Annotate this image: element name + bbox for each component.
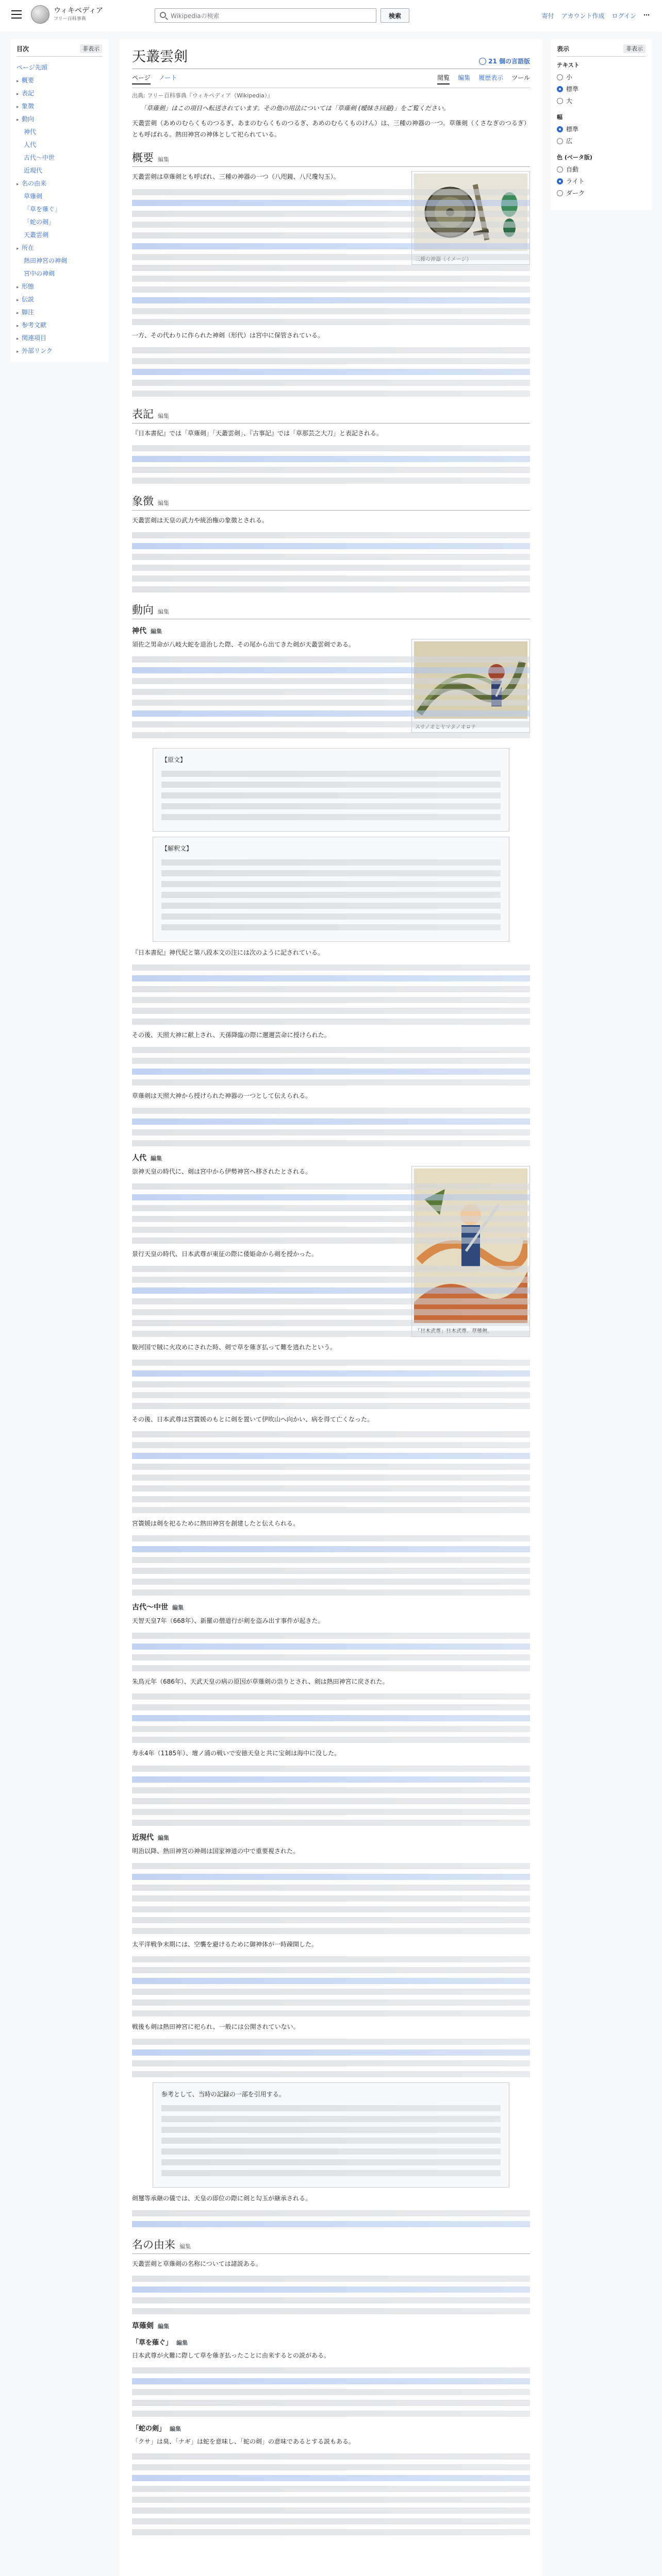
paragraph: 太平洋戦争末期には、空襲を避けるために御神体が一時疎開した。 (132, 1940, 318, 1948)
language-button[interactable] (479, 57, 530, 65)
title-row (132, 39, 530, 69)
chevron-icon[interactable]: ▸ (16, 285, 19, 290)
toc-item[interactable] (16, 112, 102, 125)
chevron-icon[interactable]: ▸ (16, 336, 19, 342)
search-icon (160, 12, 166, 18)
paragraph: 景行天皇の時代、日本武尊が東征の際に倭姫命から剣を授かった。 (132, 1250, 318, 1258)
chevron-icon[interactable]: ▸ (16, 105, 19, 110)
toc-item-label: 表記 (22, 90, 35, 97)
search-placeholder: Wikipediaの検索 (171, 12, 220, 20)
chevron-icon[interactable]: ▸ (16, 311, 19, 316)
paragraph: 一方、その代わりに作られた神剣（形代）は宮中に保管されている。 (132, 331, 324, 339)
text-size-option-label: 大 (566, 97, 573, 105)
appearance-header (557, 44, 646, 57)
section-heading-yurai: 名の由来 編集 (132, 2236, 530, 2254)
radio-icon[interactable] (557, 86, 563, 92)
toc-item-label: 象徴 (22, 103, 35, 110)
create-account-link[interactable]: アカウント作成 (561, 12, 605, 20)
toc-item-label: 動向 (22, 115, 35, 123)
edit-link[interactable]: 編集 (179, 2243, 191, 2250)
toc-item[interactable] (16, 177, 102, 190)
text-size-option[interactable] (557, 71, 646, 83)
section-heading-shouchou: 象徴 編集 (132, 493, 530, 511)
toc-hide-button[interactable]: 非表示 (80, 44, 102, 53)
radio-icon[interactable] (557, 166, 563, 173)
subsection-heading-jindai: 神代 編集 (132, 627, 162, 636)
login-link[interactable]: ログイン (611, 12, 636, 20)
paragraph: 崇神天皇の時代に、剣は宮中から伊勢神宮へ移されたとされる。 (132, 1168, 312, 1176)
appearance-title: 表示 (557, 45, 570, 53)
quote-title: 【解釈文】 (161, 844, 193, 852)
toc-item-label: 神代 (24, 128, 37, 135)
color-option-label: 自動 (566, 166, 579, 173)
toc-item[interactable] (16, 151, 102, 164)
tab-page[interactable]: ページ (132, 73, 151, 84)
page-tabs (132, 69, 530, 88)
toc-item-label: 伝説 (22, 296, 35, 303)
tab-read[interactable]: 閲覧 (437, 73, 450, 84)
toc-item-label: 形態 (22, 283, 35, 290)
paragraph: 天叢雲剣は草薙剣とも呼ばれ、三種の神器の一つ（八咫鏡、八尺瓊勾玉）。 (132, 173, 340, 181)
paragraph: その後、日本武尊は宮簀媛のもとに剣を置いて伊吹山へ向かい、病を得て亡くなった。 (132, 1415, 374, 1423)
radio-icon[interactable] (557, 178, 563, 184)
paragraph: 寿永4年（1185年）、壇ノ浦の戦いで安徳天皇と共に宝剣は海中に没した。 (132, 1750, 341, 1757)
radio-icon[interactable] (557, 190, 563, 196)
toc-item[interactable] (16, 306, 102, 318)
quote-modern (153, 2082, 509, 2188)
toc-item[interactable] (16, 190, 102, 202)
paragraph: 駿河国で賊に火攻めにされた時、剣で草を薙ぎ払って難を逃れたという。 (132, 1344, 337, 1351)
toc-item-label: 参考文献 (22, 321, 47, 329)
user-links (542, 11, 650, 20)
paragraph: 宮簀媛は剣を祀るために熱田神宮を創建したと伝えられる。 (132, 1519, 300, 1527)
table-of-contents (10, 39, 108, 362)
edit-link[interactable]: 編集 (176, 2340, 188, 2347)
toc-item[interactable] (16, 202, 102, 215)
edit-link[interactable]: 編集 (172, 1604, 184, 1611)
toc-item[interactable] (16, 99, 102, 112)
toc-item-label: 天叢雲剣 (24, 231, 49, 239)
toc-item-label: 古代〜中世 (24, 154, 55, 161)
edit-link[interactable]: 編集 (158, 499, 169, 506)
toc-item[interactable] (16, 164, 102, 177)
toc-item[interactable] (16, 125, 102, 138)
text-size-option[interactable] (557, 95, 646, 107)
subsection-heading-kodai: 古代〜中世 編集 (132, 1603, 184, 1612)
paragraph: 『日本書紀』では「草薙剣」「天叢雲剣」、『古事記』では「草那芸之大刀」と表記される。 (132, 429, 383, 437)
color-option-label: ダーク (566, 190, 585, 197)
edit-link[interactable]: 編集 (158, 608, 169, 616)
color-option-label: ライト (566, 178, 585, 185)
chevron-icon[interactable]: ▸ (16, 246, 19, 251)
color-option[interactable] (557, 163, 646, 175)
tab-talk[interactable]: ノート (158, 74, 177, 81)
toc-header (16, 44, 102, 57)
paragraph: 草薙剣は天照大神から授けられた神器の一つとして伝えられる。 (132, 1092, 312, 1099)
toc-item[interactable] (16, 344, 102, 357)
appearance-panel (551, 39, 652, 210)
language-count: 21 個の言語版 (488, 58, 530, 65)
width-option[interactable] (557, 135, 646, 147)
section-heading-gaiyou: 概要 編集 (132, 149, 530, 167)
chevron-icon[interactable]: ▸ (16, 117, 19, 123)
paragraph: 「クサ」は臭、「ナギ」は蛇を意味し、「蛇の剣」の意味であるとする説もある。 (132, 2438, 355, 2446)
quote-title: 【原文】 (161, 756, 187, 764)
figure-mirror[interactable] (411, 171, 530, 265)
toc-item[interactable] (16, 280, 102, 293)
subsection-heading-jindai2: 人代 編集 (132, 1154, 162, 1163)
toc-title: 目次 (16, 45, 29, 53)
toc-item[interactable] (16, 215, 102, 228)
wikipedia-globe-icon (31, 5, 49, 24)
subsection-heading-hebi-no-tsurugi: 「蛇の剣」 編集 (132, 2425, 181, 2433)
chevron-icon[interactable]: ▸ (16, 324, 19, 329)
paragraph: 天叢雲剣と草薙剣の名称については諸説ある。 (132, 2260, 262, 2267)
toc-item[interactable] (16, 254, 102, 267)
quote-title: 参考として、当時の記録の一部を引用する。 (161, 2091, 285, 2098)
toc-item[interactable] (16, 241, 102, 254)
toc-list (16, 61, 102, 357)
paragraph: 『日本書紀』神代紀と第八段本文の注には次のように記されている。 (132, 948, 324, 956)
toc-item[interactable] (16, 138, 102, 151)
toc-item-label: 宮中の神剣 (24, 270, 55, 277)
toc-item-label: 「蛇の剣」 (24, 218, 55, 226)
main-menu-icon[interactable] (11, 10, 22, 19)
toc-item-label: 近現代 (24, 167, 43, 174)
toc-item[interactable] (16, 267, 102, 280)
subsection-heading-kusa-nagu: 「草を薙ぐ」 編集 (132, 2339, 188, 2347)
language-icon (479, 58, 486, 65)
paragraph: 剣璽等承継の儀では、天皇の即位の際に剣と勾玉が継承される。 (132, 2194, 312, 2202)
toc-item-label: 概要 (22, 77, 35, 84)
toc-item-label: 関連項目 (22, 334, 47, 342)
chevron-icon[interactable]: ▸ (16, 349, 19, 354)
toc-item-label: 名の由来 (22, 180, 47, 187)
chevron-icon[interactable]: ▸ (16, 182, 19, 187)
article-content (120, 39, 542, 2576)
width-label: 幅 (557, 114, 562, 121)
more-options-icon[interactable]: ⋯ (643, 11, 650, 19)
paragraph: 明治以降、熱田神宮の神剣は国家神道の中で重要視された。 (132, 1847, 300, 1855)
edit-link[interactable]: 編集 (158, 2323, 169, 2330)
search-input[interactable] (155, 8, 376, 23)
radio-icon[interactable] (557, 126, 563, 132)
edit-link[interactable]: 編集 (151, 1155, 162, 1162)
toc-item[interactable] (16, 331, 102, 344)
appearance-hide-button[interactable]: 非表示 (623, 44, 646, 53)
edit-link[interactable]: 編集 (170, 2426, 181, 2433)
tab-history[interactable]: 履歴表示 (478, 74, 504, 81)
toc-item-label: 所在 (22, 244, 35, 251)
chevron-icon[interactable]: ▸ (16, 92, 19, 97)
paragraph: 天叢雲剣は天皇の武力や統治権の象徴とされる。 (132, 516, 269, 524)
text-size-group (557, 61, 646, 107)
quote-original (153, 748, 509, 832)
search-button[interactable]: 検索 (380, 8, 409, 23)
paragraph: その後、天照大神に献上され、天孫降臨の際に邇邇芸命に授けられた。 (132, 1031, 330, 1039)
toc-item[interactable] (16, 61, 102, 74)
width-option-label: 広 (566, 138, 573, 145)
toc-item[interactable] (16, 87, 102, 99)
logo-subtitle: フリー百科事典 (54, 16, 86, 22)
toc-item[interactable] (16, 228, 102, 241)
toc-item-label: 熱田神宮の神剣 (24, 257, 68, 264)
quote-interpretation (153, 837, 509, 942)
color-label: 色 (ベータ版) (557, 154, 592, 161)
paragraph: 天智天皇7年（668年）、新羅の僧道行が剣を盗み出す事件が起きた。 (132, 1617, 324, 1624)
source-line: 出典: フリー百科事典『ウィキペディア（Wikipedia）』 (132, 92, 273, 99)
donate-link[interactable]: 寄付 (541, 12, 554, 20)
radio-icon[interactable] (557, 138, 563, 144)
toc-item-label: 外部リンク (22, 347, 53, 354)
hatnote: 「草薙剣」はこの項目へ転送されています。その他の用法については「草薙剣 (曖昧さ回避)」をご覧ください。 (140, 105, 450, 112)
toc-item-label: 人代 (24, 141, 37, 148)
width-option-label: 標準 (566, 126, 579, 133)
logo-title: ウィキペディア (54, 6, 104, 15)
site-logo[interactable] (31, 5, 103, 24)
toc-item-label: 脚注 (22, 309, 35, 316)
chevron-icon[interactable]: ▸ (16, 79, 19, 84)
edit-link[interactable]: 編集 (158, 412, 169, 419)
paragraph: 戦後も剣は熱田神宮に祀られ、一般には公開されていない。 (132, 2023, 300, 2030)
edit-link[interactable]: 編集 (158, 1834, 169, 1841)
toc-item-label: ページ先頭 (16, 64, 47, 71)
subsection-heading-kindai: 近現代 編集 (132, 1833, 169, 1842)
paragraph: 日本武尊が火難に際して草を薙ぎ払ったことに由来するとの説がある。 (132, 2352, 330, 2360)
toc-item-label: 草薙剣 (24, 193, 43, 200)
tab-edit[interactable]: 編集 (458, 74, 471, 81)
site-header (0, 0, 662, 32)
text-size-option[interactable] (557, 83, 646, 95)
figure-susanoo[interactable] (411, 639, 530, 733)
page-title: 天叢雲剣 (132, 49, 188, 64)
paragraph: 須佐之男命が八岐大蛇を退治した際、その尾から出てきた剣が天叢雲剣である。 (132, 641, 355, 649)
text-size-option-label: 標準 (566, 86, 579, 93)
toc-item[interactable] (16, 74, 102, 87)
radio-icon[interactable] (557, 98, 563, 104)
toc-item[interactable] (16, 293, 102, 306)
subsection-heading-kusanagi: 草薙剣 編集 (132, 2322, 169, 2331)
radio-icon[interactable] (557, 74, 563, 80)
toc-item-label: 「草を薙ぐ」 (24, 206, 61, 213)
color-option[interactable] (557, 187, 646, 199)
text-size-option-label: 小 (566, 74, 573, 81)
text-size-label: テキスト (557, 62, 580, 69)
toc-item[interactable] (16, 318, 102, 331)
section-heading-hyouki: 表記 編集 (132, 406, 530, 423)
width-option[interactable] (557, 123, 646, 135)
tab-tools[interactable]: ツール (511, 74, 530, 81)
edit-link[interactable]: 編集 (158, 156, 169, 163)
edit-link[interactable]: 編集 (151, 628, 162, 635)
color-group (557, 153, 646, 199)
width-group (557, 113, 646, 147)
paragraph: 朱鳥元年（686年）、天武天皇の病の原因が草薙剣の祟りとされ、剣は熱田神宮に戻された。 (132, 1678, 389, 1686)
section-heading-doukou: 動向 編集 (132, 602, 530, 619)
color-option[interactable] (557, 175, 646, 187)
intro-paragraph: 天叢雲剣（あめのむらくものつるぎ、あまのむらくものつるぎ、あめのむらくものけん）は、三種の神器の一つ。草薙剣（くさなぎのつるぎ）とも呼ばれる。熱田神宮の神体として祀られている。 (132, 120, 530, 139)
chevron-icon[interactable]: ▸ (16, 298, 19, 303)
